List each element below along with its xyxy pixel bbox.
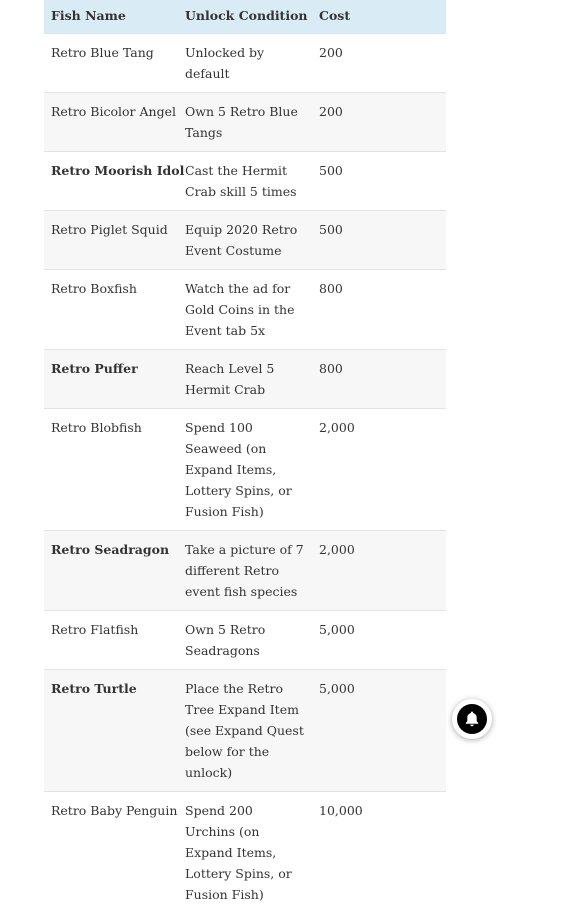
- cost-cell: 500: [312, 151, 446, 210]
- table-body: [44, 33, 446, 913]
- cost-cell: 5,000: [312, 610, 446, 669]
- cost-cell: 800: [312, 349, 446, 408]
- fish-name-cell: Retro Moorish Idol: [44, 151, 178, 210]
- fish-name-cell: Retro Bicolor Angel: [44, 92, 178, 151]
- bell-icon: [457, 704, 487, 734]
- fish-name-cell: Retro Baby Penguin: [44, 791, 178, 913]
- unlock-condition-cell: Own 5 Retro Seadragons: [178, 610, 312, 669]
- table-row: [44, 349, 446, 408]
- header-cost: Cost: [319, 7, 351, 23]
- unlock-condition-cell: Equip 2020 Retro Event Costume: [178, 210, 312, 269]
- table-row: [44, 530, 446, 610]
- unlock-condition-cell: Own 5 Retro Blue Tangs: [178, 92, 312, 151]
- fish-name-cell: Retro Flatfish: [44, 610, 178, 669]
- fish-name-cell: Retro Seadragon: [44, 530, 178, 610]
- unlock-condition-cell: Take a picture of 7 different Retro event fish species: [178, 530, 312, 610]
- cost-cell: 200: [312, 92, 446, 151]
- table-row: [44, 33, 446, 92]
- table-row: [44, 408, 446, 530]
- unlock-condition-cell: Reach Level 5 Hermit Crab: [178, 349, 312, 408]
- unlock-condition-cell: Place the Retro Tree Expand Item (see Expand Quest below for the unlock): [178, 669, 312, 791]
- table-row: [44, 92, 446, 151]
- fish-name-cell: Retro Piglet Squid: [44, 210, 178, 269]
- notification-bell-button[interactable]: [452, 699, 492, 739]
- unlock-condition-cell: Unlocked by default: [178, 33, 312, 92]
- cost-cell: 800: [312, 269, 446, 349]
- table-row: [44, 269, 446, 349]
- table-header-row: [44, 0, 446, 33]
- table-row: [44, 210, 446, 269]
- table-row: [44, 791, 446, 913]
- header-fish-name: Fish Name: [51, 7, 126, 23]
- fish-name-cell: Retro Boxfish: [44, 269, 178, 349]
- table-row: [44, 151, 446, 210]
- unlock-condition-cell: Spend 100 Seaweed (on Expand Items, Lottery Spins, or Fusion Fish): [178, 408, 312, 530]
- cost-cell: 200: [312, 33, 446, 92]
- fish-table-container: [44, 0, 446, 913]
- retro-fish-table: [44, 0, 446, 913]
- table-row: [44, 669, 446, 791]
- cost-cell: 10,000: [312, 791, 446, 913]
- cost-cell: 2,000: [312, 408, 446, 530]
- fish-name-cell: Retro Puffer: [44, 349, 178, 408]
- header-unlock-condition: Unlock Condition: [185, 7, 308, 23]
- fish-name-cell: Retro Turtle: [44, 669, 178, 791]
- cost-cell: 5,000: [312, 669, 446, 791]
- fish-name-cell: Retro Blue Tang: [44, 33, 178, 92]
- fish-name-cell: Retro Blobfish: [44, 408, 178, 530]
- unlock-condition-cell: Cast the Hermit Crab skill 5 times: [178, 151, 312, 210]
- cost-cell: 2,000: [312, 530, 446, 610]
- cost-cell: 500: [312, 210, 446, 269]
- table-row: [44, 610, 446, 669]
- unlock-condition-cell: Watch the ad for Gold Coins in the Event tab 5x: [178, 269, 312, 349]
- unlock-condition-cell: Spend 200 Urchins (on Expand Items, Lottery Spins, or Fusion Fish): [178, 791, 312, 913]
